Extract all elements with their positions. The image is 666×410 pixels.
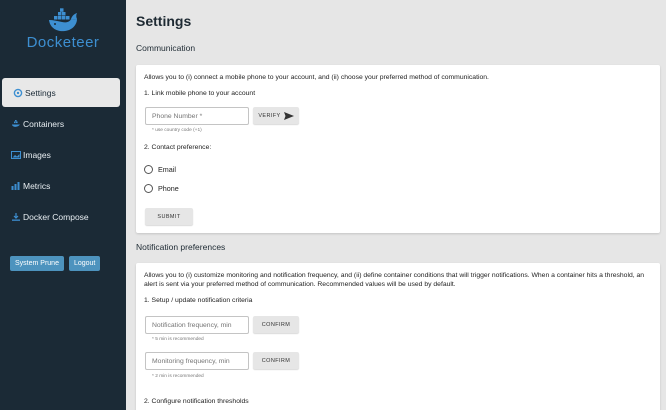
sidebar-item-label: Images xyxy=(23,149,51,160)
radio-label: Email xyxy=(158,165,176,174)
monitoring-frequency-input[interactable] xyxy=(145,352,249,370)
sidebar-item-label: Metrics xyxy=(23,180,51,191)
sidebar xyxy=(0,0,126,410)
containers-icon xyxy=(10,119,21,128)
sidebar-item-docker-compose[interactable] xyxy=(0,202,126,231)
verify-button[interactable] xyxy=(253,107,299,124)
sidebar-item-images[interactable] xyxy=(0,140,126,169)
monitoring-frequency-hint: * 2 min is recommended xyxy=(152,374,204,379)
radio-label: Phone xyxy=(158,184,179,193)
contact-preference-step: 2. Contact preference: xyxy=(144,144,212,151)
radio-option-phone[interactable] xyxy=(144,184,179,193)
confirm-notification-button[interactable]: CONFIRM xyxy=(253,316,299,333)
send-icon xyxy=(284,112,294,120)
phone-number-input[interactable] xyxy=(145,107,249,125)
radio-button[interactable] xyxy=(144,165,153,174)
settings-icon xyxy=(12,88,23,97)
system-prune-button[interactable]: System Prune xyxy=(10,256,64,271)
verify-button-label: VERIFY xyxy=(258,112,281,119)
whale-logo-icon xyxy=(46,8,80,34)
notification-frequency-input[interactable] xyxy=(145,316,249,334)
notification-card xyxy=(136,263,660,410)
sidebar-item-label: Containers xyxy=(23,118,65,129)
communication-card xyxy=(136,65,660,233)
app-name: Docketeer xyxy=(26,34,100,51)
notification-criteria-step: 1. Setup / update notification criteria xyxy=(144,297,253,304)
metrics-icon xyxy=(10,181,21,190)
link-phone-step: 1. Link mobile phone to your account xyxy=(144,90,256,97)
logo xyxy=(0,8,126,51)
notification-section-title: Notification preferences xyxy=(136,242,226,252)
docker-compose-icon xyxy=(10,212,21,221)
communication-section-title: Communication xyxy=(136,43,196,53)
confirm-monitoring-button[interactable]: CONFIRM xyxy=(253,352,299,369)
sidebar-item-metrics[interactable] xyxy=(0,171,126,200)
phone-hint: * use country code (+1) xyxy=(152,128,202,133)
logout-button[interactable]: Logout xyxy=(69,256,100,271)
submit-button[interactable]: SUBMIT xyxy=(145,208,193,225)
notification-description: Allows you to (i) customize monitoring and notification frequency, and (ii) define container conditions that will trigger notifications. When a container hits a threshold, an alert is sent via your preferred method of communication. Recommended values will be used by default. xyxy=(144,272,645,288)
sidebar-nav xyxy=(0,78,126,233)
images-icon xyxy=(10,150,21,159)
communication-description: Allows you to (i) connect a mobile phone to your account, and (ii) choose your preferred method of communication. xyxy=(144,74,489,81)
page-title: Settings xyxy=(136,13,192,29)
sidebar-item-settings[interactable] xyxy=(2,78,120,107)
notification-frequency-hint: * 5 min is recommended xyxy=(152,337,204,342)
sidebar-item-label: Settings xyxy=(25,87,56,98)
radio-button[interactable] xyxy=(144,184,153,193)
radio-option-email[interactable] xyxy=(144,165,176,174)
notification-thresholds-step: 2. Configure notification thresholds xyxy=(144,398,249,405)
sidebar-item-containers[interactable] xyxy=(0,109,126,138)
sidebar-item-label: Docker Compose xyxy=(23,211,89,222)
sidebar-buttons xyxy=(10,256,100,271)
